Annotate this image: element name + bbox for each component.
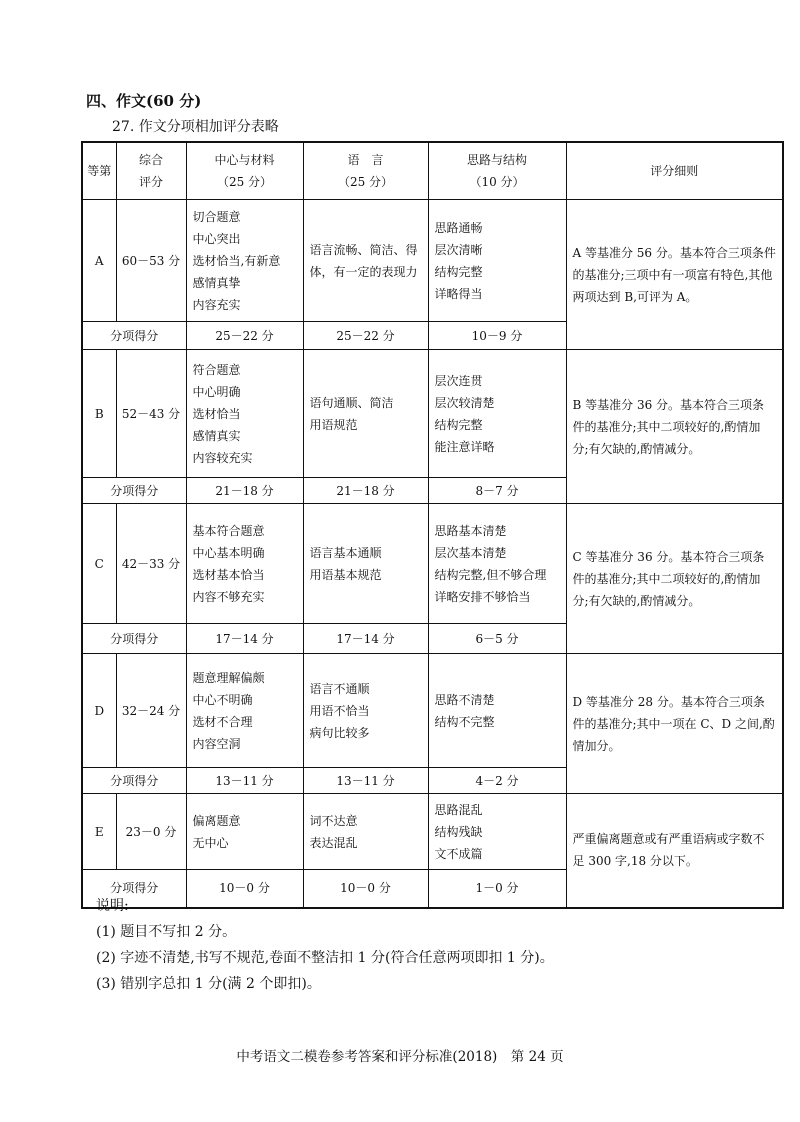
subscore-structure: 6－5 分 <box>428 624 566 654</box>
grade-range: 42－33 分 <box>116 504 186 624</box>
subscore-language: 25－22 分 <box>303 322 428 350</box>
section-heading: 四、作文(60 分) <box>86 92 202 110</box>
notes-section <box>96 893 554 997</box>
subscore-label: 分项得分 <box>82 624 186 654</box>
structure-criteria: 思路通畅 层次清晰 结构完整 详略得当 <box>428 200 566 322</box>
grade-rules: D 等基准分 28 分。基本符合三项条件的基准分;其中一项在 C、D 之间,酌情加分。 <box>566 654 783 794</box>
header-language: 语 言 （25 分） <box>303 142 428 200</box>
note-item: (1) 题目不写扣 2 分。 <box>96 924 237 940</box>
grade-letter: C <box>82 504 116 624</box>
table-title: 27. 作文分项相加评分表略 <box>112 119 279 135</box>
grade-rules: A 等基准分 56 分。基本符合三项条件的基准分;三项中有一项富有特色,其他两项达到 B,可评为 A。 <box>566 200 783 350</box>
subscore-structure: 4－2 分 <box>428 768 566 794</box>
subscore-language: 17－14 分 <box>303 624 428 654</box>
grade-rules: B 等基准分 36 分。基本符合三项条件的基准分;其中二项较好的,酌情加分;有欠缺的,酌情减分。 <box>566 350 783 504</box>
grade-range: 32－24 分 <box>116 654 186 768</box>
subscore-label: 分项得分 <box>82 768 186 794</box>
subscore-center: 17－14 分 <box>186 624 303 654</box>
center-criteria: 题意理解偏颇 中心不明确 选材不合理 内容空洞 <box>186 654 303 768</box>
grade-letter: D <box>82 654 116 768</box>
structure-criteria: 思路混乱 结构残缺 文不成篇 <box>428 794 566 870</box>
center-criteria: 切合题意 中心突出 选材恰当,有新意 感情真挚 内容充实 <box>186 200 303 322</box>
structure-criteria: 思路不清楚 结构不完整 <box>428 654 566 768</box>
page-footer: 中考语文二模卷参考答案和评分标准(2018) 第 24 页 <box>236 1049 564 1065</box>
subscore-label: 分项得分 <box>82 870 186 908</box>
language-criteria: 语言不通顺 用语不恰当 病句比较多 <box>303 654 428 768</box>
grade-range: 23－0 分 <box>116 794 186 870</box>
subscore-language: 21－18 分 <box>303 478 428 504</box>
subscore-language: 10－0 分 <box>303 870 428 908</box>
language-criteria: 语句通顺、简洁 用语规范 <box>303 350 428 478</box>
grade-letter: E <box>82 794 116 870</box>
header-rules: 评分细则 <box>566 142 783 200</box>
notes-title: 说明: <box>96 898 129 914</box>
grade-range: 52－43 分 <box>116 350 186 478</box>
subscore-center: 25－22 分 <box>186 322 303 350</box>
grade-row <box>82 654 783 768</box>
scoring-table <box>81 141 784 909</box>
subscore-center: 13－11 分 <box>186 768 303 794</box>
subscore-center: 10－0 分 <box>186 870 303 908</box>
header-center: 中心与材料 （25 分） <box>186 142 303 200</box>
grade-letter: A <box>82 200 116 322</box>
note-item: (2) 字迹不清楚,书写不规范,卷面不整洁扣 1 分(符合任意两项即扣 1 分)。 <box>96 950 554 966</box>
structure-criteria: 层次连贯 层次较清楚 结构完整 能注意详略 <box>428 350 566 478</box>
header-grade: 等第 <box>82 142 116 200</box>
center-criteria: 基本符合题意 中心基本明确 选材基本恰当 内容不够充实 <box>186 504 303 624</box>
language-criteria: 语言流畅、简洁、得体，有一定的表现力 <box>303 200 428 322</box>
table-header-row <box>82 142 783 200</box>
subscore-structure: 10－9 分 <box>428 322 566 350</box>
subscore-label: 分项得分 <box>82 478 186 504</box>
language-criteria: 词不达意 表达混乱 <box>303 794 428 870</box>
subscore-language: 13－11 分 <box>303 768 428 794</box>
header-structure: 思路与结构 （10 分） <box>428 142 566 200</box>
note-item: (3) 错别字总扣 1 分(满 2 个即扣)。 <box>96 976 321 992</box>
subscore-structure: 1－0 分 <box>428 870 566 908</box>
grade-row <box>82 794 783 870</box>
center-criteria: 偏离题意 无中心 <box>186 794 303 870</box>
grade-row <box>82 350 783 478</box>
grade-row <box>82 504 783 624</box>
center-criteria: 符合题意 中心明确 选材恰当 感情真实 内容较充实 <box>186 350 303 478</box>
grade-range: 60－53 分 <box>116 200 186 322</box>
subscore-center: 21－18 分 <box>186 478 303 504</box>
subscore-label: 分项得分 <box>82 322 186 350</box>
subscore-structure: 8－7 分 <box>428 478 566 504</box>
structure-criteria: 思路基本清楚 层次基本清楚 结构完整,但不够合理 详略安排不够恰当 <box>428 504 566 624</box>
grade-row <box>82 200 783 322</box>
grade-rules: C 等基准分 36 分。基本符合三项条件的基准分;其中二项较好的,酌情加分;有欠缺的,酌情减分。 <box>566 504 783 654</box>
grade-rules: 严重偏离题意或有严重语病或字数不足 300 字,18 分以下。 <box>566 794 783 908</box>
grade-letter: B <box>82 350 116 478</box>
language-criteria: 语言基本通顺 用语基本规范 <box>303 504 428 624</box>
header-overall: 综合 评分 <box>116 142 186 200</box>
